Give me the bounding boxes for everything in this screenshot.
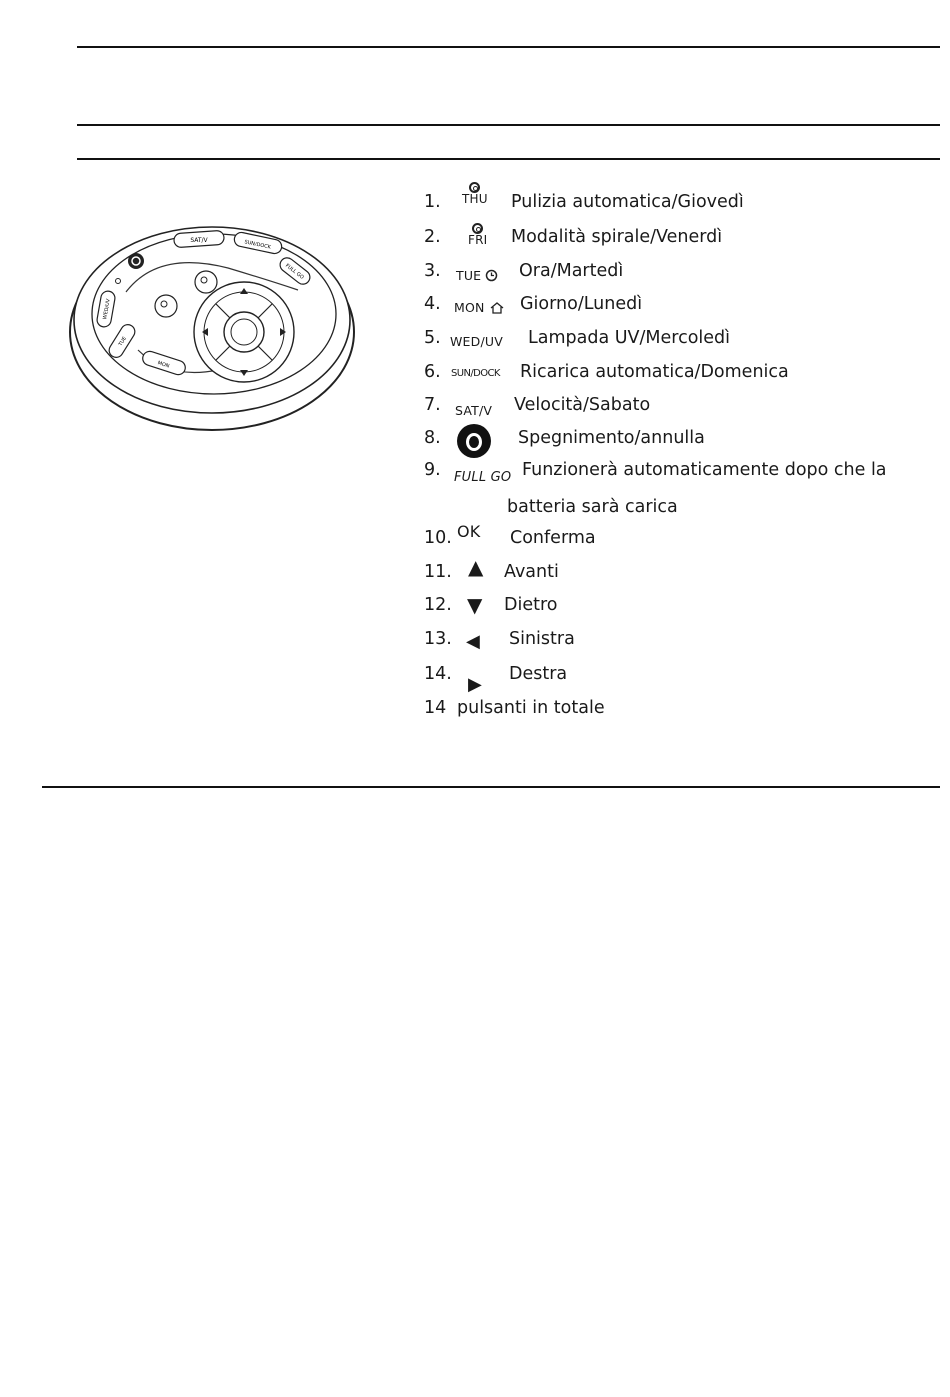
remote-dpad <box>194 282 294 382</box>
arrow-down-icon: ▼ <box>467 593 483 617</box>
spiral-icon: FRI <box>468 223 487 246</box>
remote-control-illustration <box>68 210 356 435</box>
dock-icon: SUN/DOCK <box>451 368 500 379</box>
remote-mon-label: MON <box>156 360 171 370</box>
remote-tue-label: TUE <box>117 335 129 348</box>
bottom-rule <box>42 786 940 788</box>
top-rule <box>77 46 940 48</box>
arrow-up-icon: ▲ <box>468 555 484 579</box>
remote-spot-button <box>155 295 177 317</box>
row-number: 3. <box>424 261 441 281</box>
remote-power-button <box>128 253 144 269</box>
row-label: Velocità/Sabato <box>514 395 651 415</box>
remote-wed-label: WED/UV <box>102 298 112 320</box>
ok-icon: OK <box>457 522 481 541</box>
remote-spiral-button <box>195 271 217 293</box>
row-label: Conferma <box>510 528 596 548</box>
uv-icon: WED/UV <box>450 334 503 349</box>
row-number: 2. <box>424 227 441 247</box>
header-rule-1 <box>77 124 940 126</box>
remote-sun-label: SUN/DOCK <box>243 239 272 251</box>
speed-icon: SAT/V <box>455 403 493 418</box>
row-label: Modalità spirale/Venerdì <box>511 227 723 247</box>
row-label-continued: batteria sarà carica <box>507 497 678 517</box>
row-number: 12. <box>424 595 452 615</box>
row-number: 5. <box>424 328 441 348</box>
arrow-left-icon: ◀ <box>466 631 481 652</box>
row-number: 13. <box>424 629 452 649</box>
house-icon: MON <box>454 300 505 315</box>
row-label: Destra <box>509 664 568 684</box>
clock-icon: TUE <box>456 268 498 283</box>
row-label: Spegnimento/annulla <box>518 428 705 448</box>
row-number: 1. <box>424 192 441 212</box>
total-label: pulsanti in totale <box>457 698 605 718</box>
row-number: 14. <box>424 664 452 684</box>
row-label: Pulizia automatica/Giovedì <box>511 192 744 212</box>
row-label: Giorno/Lunedì <box>520 294 643 314</box>
spot-clean-icon: THU <box>462 182 488 205</box>
row-number: 10. <box>424 528 452 548</box>
row-label: Lampada UV/Mercoledì <box>528 328 731 348</box>
row-label: Avanti <box>504 562 559 582</box>
row-number: 9. <box>424 460 441 480</box>
row-number: 7. <box>424 395 441 415</box>
row-number: 8. <box>424 428 441 448</box>
row-label: Sinistra <box>509 629 575 649</box>
remote-sat-button <box>174 230 225 247</box>
arrow-right-icon: ▶ <box>468 674 483 695</box>
row-number: 4. <box>424 294 441 314</box>
row-label: Funzionerà automaticamente dopo che la <box>522 460 887 480</box>
remote-sat-label: SAT/V <box>190 237 208 244</box>
row-number: 6. <box>424 362 441 382</box>
total-number: 14 <box>424 698 447 718</box>
header-rule-2 <box>77 158 940 160</box>
remote-full-label: FULL GO <box>284 262 305 281</box>
row-label: Dietro <box>504 595 558 615</box>
full-go-icon: FULL GO <box>454 470 512 485</box>
row-label: Ricarica automatica/Domenica <box>520 362 789 382</box>
row-label: Ora/Martedì <box>519 261 624 281</box>
row-number: 11. <box>424 562 452 582</box>
stop-icon <box>457 424 491 461</box>
